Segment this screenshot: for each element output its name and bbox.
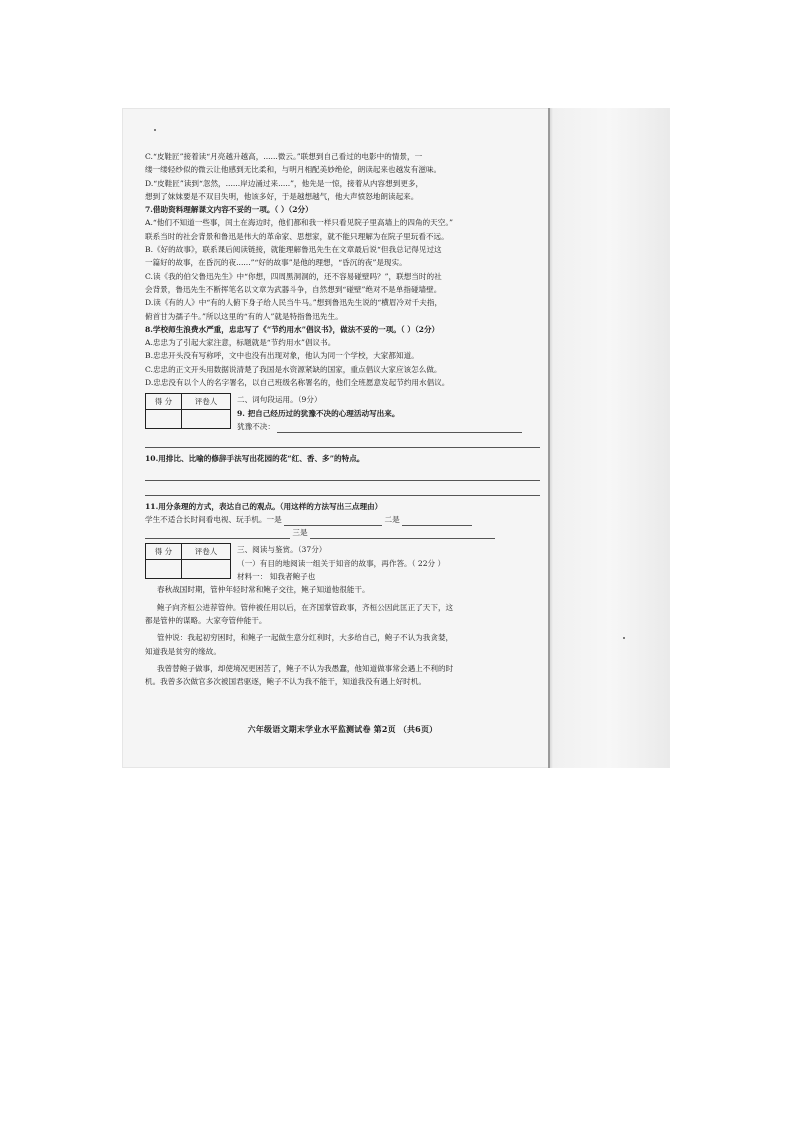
score-box bbox=[145, 543, 231, 579]
story-paragraph: 管仲说：我起初穷困时，和鲍子一起做生意分红利时，大多给自己，鲍子不认为我贪婪， bbox=[157, 633, 454, 643]
text-line: D.“皮鞋匠”读到“忽然，......岸边涌过来.....”，他先是一惊，接着从内容想到更多， bbox=[145, 178, 424, 188]
q8-option-line: A.忠忠为了引起大家注意，标题就是“节约用水”倡议书。 bbox=[145, 338, 336, 348]
page-edge-shadow bbox=[548, 108, 670, 768]
q7-option-line: B.《好的故事》，联系课后阅读链接，就能理解鲁迅先生在文章最后说“但我总记得见过这 bbox=[145, 245, 442, 255]
question-8-title: 8.学校师生浪费水严重，忠忠写了《“节约用水”倡议书》，做法不妥的一项。（ ）（2分） bbox=[145, 324, 440, 334]
grader-cell[interactable] bbox=[182, 560, 230, 578]
q9-answer-line[interactable] bbox=[237, 420, 540, 433]
q7-option-line: 联系当时的社会背景和鲁迅是伟大的革命家、思想家，就不能只理解为在院子里玩看不远。 bbox=[145, 231, 449, 241]
grader-label: 评卷人 bbox=[182, 394, 230, 410]
section-3-subtitle: （一）有目的地阅读一组关于知音的故事，再作答。（ 22分 ） bbox=[237, 558, 446, 568]
q11-blank-2b[interactable] bbox=[145, 528, 290, 539]
q8-option-line: D.忠忠没有以个人的名字署名，以自己班级名称署名的，他们全班愿意发起节约用水倡议。 bbox=[145, 378, 450, 388]
exam-content bbox=[145, 150, 540, 688]
story-paragraph: 鲍子向齐桓公进荐管仲。管仲被任用以后，在齐国掌管政事，齐桓公因此匡正了天下，这 bbox=[157, 602, 454, 612]
speck bbox=[623, 637, 625, 639]
score-label: 得 分 bbox=[146, 394, 182, 410]
story-paragraph: 都是管仲的谋略。大家夸管仲能干。 bbox=[145, 615, 267, 625]
score-cell[interactable] bbox=[146, 410, 182, 428]
grader-label: 评卷人 bbox=[182, 544, 230, 560]
question-9-title: 9. 把自己经历过的犹豫不决的心理活动写出来。 bbox=[237, 408, 400, 418]
story-paragraph: 春秋战国时期，管仲年轻时常和鲍子交往，鲍子知道他很能干。 bbox=[157, 585, 370, 595]
q7-option-line: A.“他们不知道一些事，闰土在海边时，他们都和我一样只看见院子里高墙上的四角的天空。” bbox=[145, 218, 454, 228]
q7-option-line: D.读《有的人》中“有的人俯下身子给人民当牛马。”想到鲁迅先生说的“横眉冷对千夫指， bbox=[145, 298, 443, 308]
q7-option-line: 一篇好的故事，在昏沉的夜......”“好的故事”是他的理想，“昏沉的夜”是现实。 bbox=[145, 258, 407, 268]
q9-blank[interactable] bbox=[277, 422, 522, 433]
q11-mid: 二是 bbox=[384, 514, 400, 524]
text-line: 想到了妹妹要是不双目失明，他该多好，于是越想越气，他大声愤怒地朗读起来。 bbox=[145, 191, 419, 201]
q10-answer-blank[interactable] bbox=[145, 481, 540, 496]
q8-option-line: C.忠忠的正文开头用数据说清楚了我国是水资源紧缺的国家，重点倡议大家应该怎么做。 bbox=[145, 364, 442, 374]
question-11-title: 11.用分条理的方式，表达自己的观点。（用这样的方法写出三点理由） bbox=[145, 501, 383, 511]
q11-prefix: 学生不适合长时间看电视、玩手机。一是 bbox=[145, 514, 282, 524]
q11-blank-2[interactable] bbox=[402, 515, 472, 526]
q8-option-line: B.忠忠开头没有写称呼，文中也没有出现对象，他认为同一个学校，大家都知道。 bbox=[145, 351, 419, 361]
q9-answer-blank[interactable] bbox=[145, 433, 540, 448]
q7-option-line: C.读《我的伯父鲁迅先生》中“你想，四周黑洞洞的，还不容易碰壁吗？”，联想当时的社 bbox=[145, 271, 442, 281]
speck bbox=[154, 129, 156, 131]
score-cell[interactable] bbox=[146, 560, 182, 578]
story-paragraph: 我曾替鲍子做事，却使境况更困苦了，鲍子不认为我愚蠢，他知道做事常会遇上不利的时 bbox=[157, 663, 454, 673]
score-box bbox=[145, 393, 231, 429]
q7-option-line: 俯首甘为孺子牛。”所以这里的“有的人”就是特指鲁迅先生。 bbox=[145, 311, 343, 321]
q11-third: 三是 bbox=[292, 528, 308, 538]
section-3-title: 三、阅读与鉴赏。（37分） bbox=[237, 545, 327, 555]
q11-blank-3[interactable] bbox=[310, 528, 495, 539]
question-10-title: 10.用排比、比喻的修辞手法写出花园的花“红、香、多”的特点。 bbox=[145, 454, 365, 464]
grader-cell[interactable] bbox=[182, 410, 230, 428]
q9-prefix: 犹豫不决： bbox=[237, 421, 275, 431]
q7-option-line: 会背景，鲁迅先生不断挥笔名以文章为武器斗争，自然想到“碰壁”绝对不是单指碰墙壁。 bbox=[145, 284, 442, 294]
page-footer: 六年级语文期末学业水平监测试卷 第2页 （共6页） bbox=[247, 724, 438, 734]
score-label: 得 分 bbox=[146, 544, 182, 560]
section-2-header bbox=[145, 393, 540, 433]
story-paragraph: 机。我曾多次做官多次被国君驱逐，鲍子不认为我不能干，知道我没有遇上好时机。 bbox=[145, 677, 426, 687]
material-title: 材料一： 知我者鲍子也 bbox=[237, 572, 316, 582]
section-3-header bbox=[145, 543, 540, 583]
q10-answer-blank[interactable] bbox=[145, 466, 540, 481]
text-line: C.“皮鞋匠”接着读“月亮越升越高，......微云。”联想到自己看过的电影中的情景，一 bbox=[145, 152, 423, 161]
section-2-title: 二、词句段运用。（9分） bbox=[237, 395, 322, 405]
q11-answer-line-2 bbox=[145, 526, 540, 539]
q11-blank-1[interactable] bbox=[284, 515, 382, 526]
question-7-title: 7.借助资料理解课文内容不妥的一项。（ ）（2分） bbox=[145, 205, 313, 215]
q11-answer-line-1 bbox=[145, 513, 540, 526]
text-line: 缕一缕轻纱似的微云让他感到无比柔和，与明月相配美妙绝伦，朗读起来也越发有滋味。 bbox=[145, 165, 442, 175]
story-paragraph: 知道我是贫穷的缘故。 bbox=[145, 646, 221, 656]
